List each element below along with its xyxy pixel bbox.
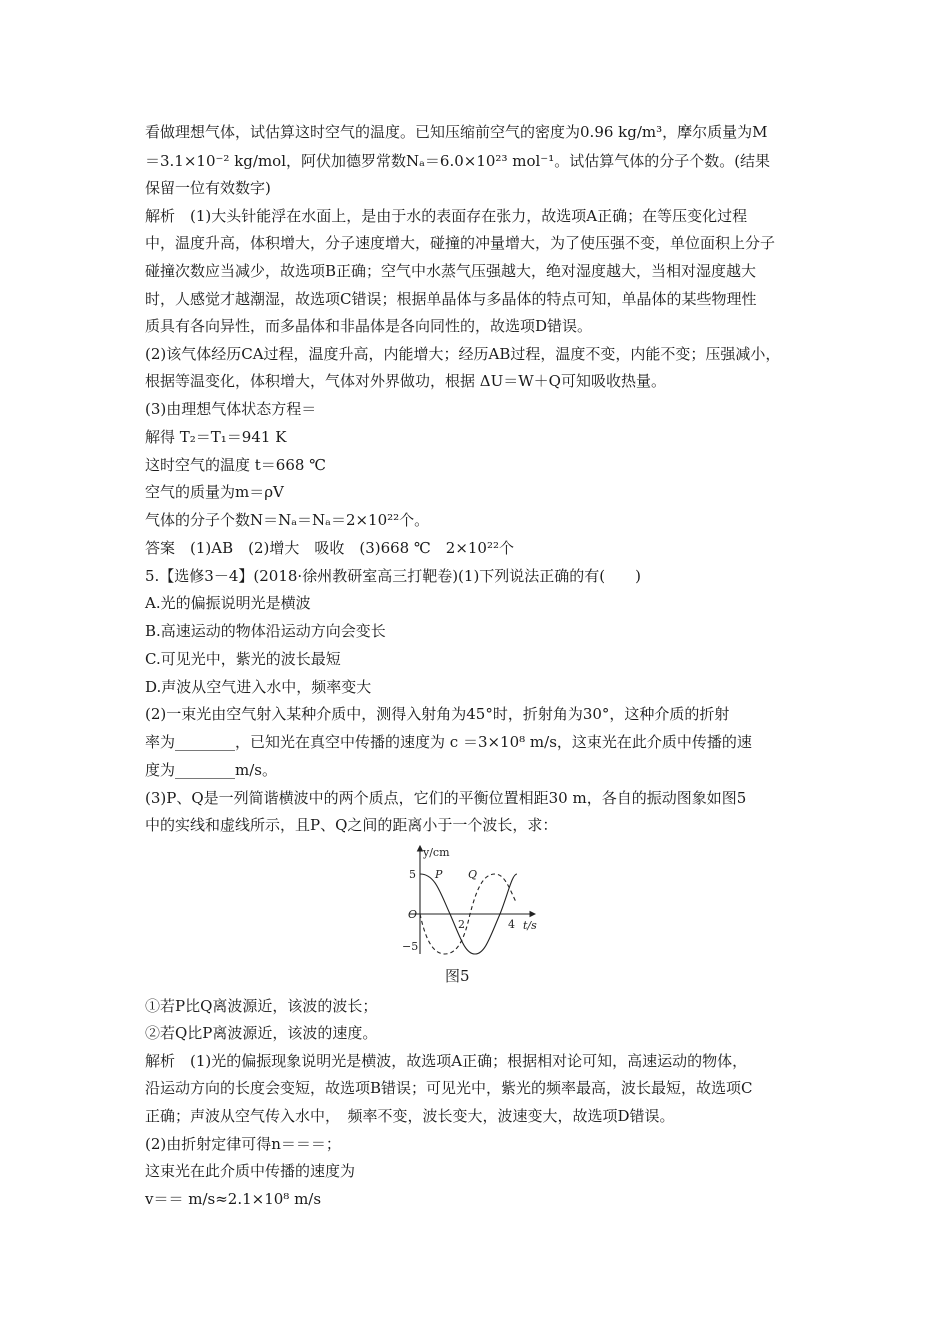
text-line: 解析 (1)光的偏振现象说明光是横波，故选项A正确；根据相对论可知，高速运动的物体， xyxy=(145,1052,748,1070)
curve-label-p: P xyxy=(435,868,443,881)
text-line: 碰撞次数应当减少，故选项B正确；空气中水蒸气压强越大，绝对湿度越大，当相对湿度越大 xyxy=(145,262,757,280)
text-line: 这时空气的温度 t＝668 ℃ xyxy=(145,456,326,474)
text-line: 质具有各向异性，而多晶体和非晶体是各向同性的，故选项D错误。 xyxy=(145,317,593,335)
text-line: 解得 T₂＝T₁＝941 K xyxy=(145,428,287,446)
text-line: 中的实线和虚线所示，且P、Q之间的距离小于一个波长，求： xyxy=(145,816,558,834)
vibration-graph-figure xyxy=(380,842,540,962)
text-line: 中，温度升高，体积增大，分子速度增大，碰撞的冲量增大，为了使压强不变，单位面积上分子 xyxy=(145,234,776,252)
question-heading: 5.【选修3－4】(2018·徐州教研室高三打靶卷)(1)下列说法正确的有( ) xyxy=(145,567,641,585)
curve-label-q: Q xyxy=(468,868,478,881)
text-line: 保留一位有效数字) xyxy=(145,179,271,197)
text-line: (3)由理想气体状态方程＝ xyxy=(145,400,317,418)
option-d: D.声波从空气进入水中，频率变大 xyxy=(145,678,372,696)
answer-line: 答案 (1)AB (2)增大 吸收 (3)668 ℃ 2×10²²个 xyxy=(145,539,515,557)
text-line: 率为________，已知光在真空中传播的速度为 c ＝3×10⁸ m/s，这束光在此介质中传播的速 xyxy=(145,733,752,751)
figure-caption: 图5 xyxy=(445,967,470,985)
text-line: v＝＝ m/s≈2.1×10⁸ m/s xyxy=(145,1190,322,1208)
text-line: 这束光在此介质中传播的速度为 xyxy=(145,1162,356,1180)
y-tick-label: 5 xyxy=(409,868,416,881)
vibration-graph xyxy=(380,842,540,962)
text-line: 空气的质量为m＝ρV xyxy=(145,483,284,501)
text-line: 看做理想气体，试估算这时空气的温度。已知压缩前空气的密度为0.96 kg/m³，摩尔质量为M xyxy=(145,123,768,141)
text-line: 解析 (1)大头针能浮在水面上，是由于水的表面存在张力，故选项A正确；在等压变化过程 xyxy=(145,207,748,225)
text-line: 度为________m/s。 xyxy=(145,761,277,779)
y-axis-label: y/cm xyxy=(423,846,450,859)
x-axis-label: t/s xyxy=(523,919,537,932)
text-line: ①若P比Q离波源近，该波的波长； xyxy=(145,997,378,1015)
text-line: (2)该气体经历CA过程，温度升高，内能增大；经历AB过程，温度不变，内能不变；压强减小， xyxy=(145,345,781,363)
x-tick-label: 2 xyxy=(458,918,465,931)
option-b: B.高速运动的物体沿运动方向会变长 xyxy=(145,622,386,640)
text-line: (2)由折射定律可得n＝＝＝； xyxy=(145,1135,341,1153)
text-line: ②若Q比P离波源近，该波的速度。 xyxy=(145,1024,378,1042)
text-line: 时，人感觉才越潮湿，故选项C错误；根据单晶体与多晶体的特点可知，单晶体的某些物理性 xyxy=(145,290,757,308)
origin-label: O xyxy=(408,908,418,921)
text-line: 沿运动方向的长度会变短，故选项B错误；可见光中，紫光的频率最高，波长最短，故选项C xyxy=(145,1079,753,1097)
option-a: A.光的偏振说明光是横波 xyxy=(145,594,311,612)
text-line: (2)一束光由空气射入某种介质中，测得入射角为45°时，折射角为30°，这种介质的折射 xyxy=(145,705,730,723)
text-line: 正确；声波从空气传入水中， 频率不变，波长变大，波速变大，故选项D错误。 xyxy=(145,1107,675,1125)
text-line: 根据等温变化，体积增大，气体对外界做功，根据 ΔU＝W＋Q可知吸收热量。 xyxy=(145,372,666,390)
text-line: 气体的分子个数N＝Nₐ＝Nₐ＝2×10²²个。 xyxy=(145,511,430,529)
y-tick-label: −5 xyxy=(402,940,419,953)
option-c: C.可见光中，紫光的波长最短 xyxy=(145,650,341,668)
x-tick-label: 4 xyxy=(508,918,515,931)
text-line: ＝3.1×10⁻² kg/mol，阿伏加德罗常数Nₐ＝6.0×10²³ mol⁻¹。试估算气体的分子个数。(结果 xyxy=(145,152,771,170)
text-line: (3)P、Q是一列简谐横波中的两个质点，它们的平衡位置相距30 m，各自的振动图象如图5 xyxy=(145,789,747,807)
